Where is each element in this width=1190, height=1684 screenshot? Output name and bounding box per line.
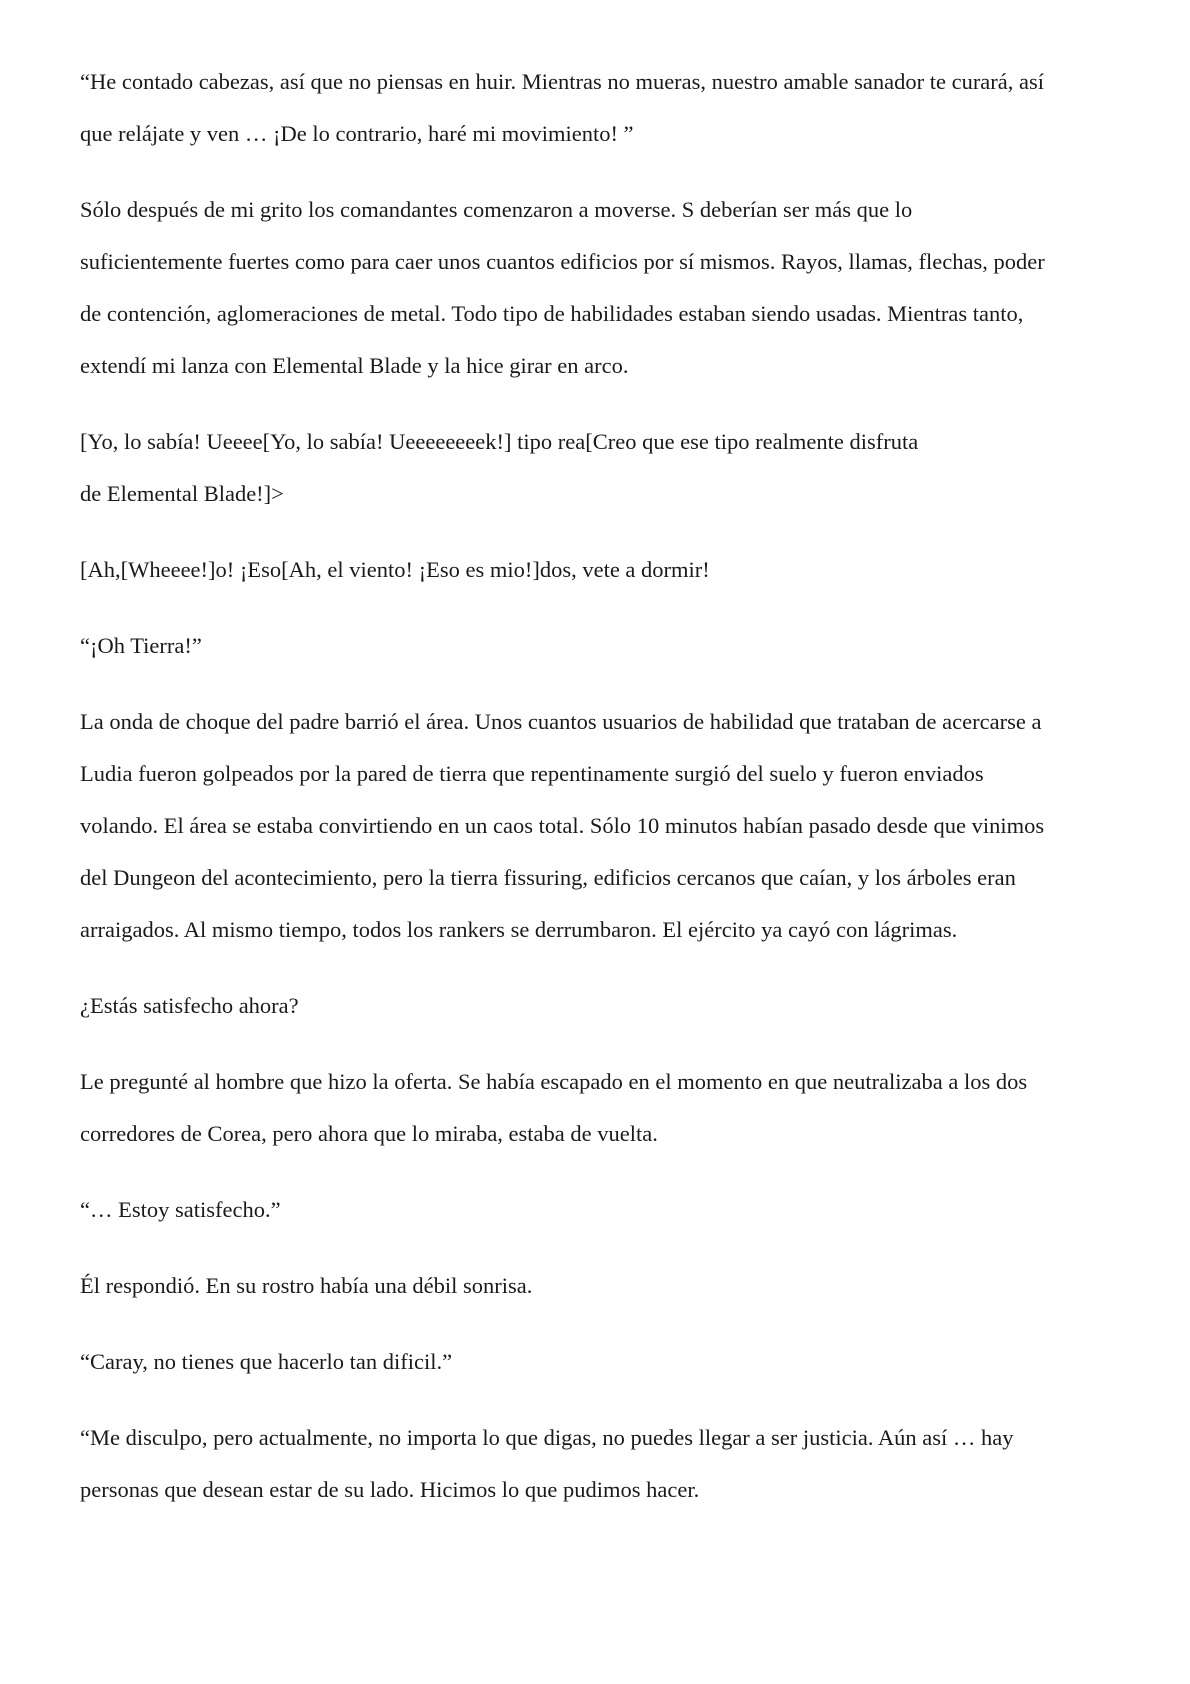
text-line: [Ah,[Wheeee!]o! ¡Eso[Ah, el viento! ¡Eso es mio!]dos, vete a dormir! [80,557,710,582]
text-line: arraigados. Al mismo tiempo, todos los rankers se derrumbaron. El ejército ya cayó con lágrimas. [80,917,958,942]
paragraph [80,1412,1120,1516]
text-line: personas que desean estar de su lado. Hicimos lo que pudimos hacer. [80,1477,700,1502]
document-page [80,56,1120,1540]
paragraph [80,544,1120,596]
text-line: del Dungeon del acontecimiento, pero la tierra fissuring, edificios cercanos que caían, y los árboles eran [80,865,1016,890]
paragraph [80,184,1120,392]
text-line: extendí mi lanza con Elemental Blade y la hice girar en arco. [80,353,629,378]
paragraph [80,1336,1120,1388]
paragraph [80,1260,1120,1312]
text-line: suficientemente fuertes como para caer unos cuantos edificios por sí mismos. Rayos, llamas, flechas, poder [80,249,1045,274]
paragraph [80,980,1120,1032]
text-line: Le pregunté al hombre que hizo la oferta. Se había escapado en el momento en que neutralizaba a los dos [80,1069,1028,1094]
text-line: “¡Oh Tierra!” [80,633,202,658]
text-line: Ludia fueron golpeados por la pared de tierra que repentinamente surgió del suelo y fueron enviados [80,761,984,786]
text-line: Sólo después de mi grito los comandantes comenzaron a moverse. S deberían ser más que lo [80,197,913,222]
text-line: Él respondió. En su rostro había una débil sonrisa. [80,1273,533,1298]
text-line: La onda de choque del padre barrió el área. Unos cuantos usuarios de habilidad que trataban de acercarse a [80,709,1042,734]
paragraph [80,620,1120,672]
text-line: “He contado cabezas, así que no piensas en huir. Mientras no mueras, nuestro amable sanador te curará, así [80,69,1045,94]
text-line: corredores de Corea, pero ahora que lo miraba, estaba de vuelta. [80,1121,658,1146]
text-line: [Yo, lo sabía! Ueeee[Yo, lo sabía! Ueeeeeeeek!] tipo rea[Creo que ese tipo realmente disfruta [80,429,919,454]
text-line: “Caray, no tienes que hacerlo tan dificil.” [80,1349,453,1374]
text-line: de Elemental Blade!]> [80,481,284,506]
text-line: que relájate y ven … ¡De lo contrario, haré mi movimiento! ” [80,121,634,146]
paragraph [80,696,1120,956]
paragraph [80,56,1120,160]
paragraph [80,1184,1120,1236]
paragraph [80,416,1120,520]
paragraph [80,1056,1120,1160]
text-line: de contención, aglomeraciones de metal. Todo tipo de habilidades estaban siendo usadas. Mientras tanto, [80,301,1024,326]
text-line: “… Estoy satisfecho.” [80,1197,281,1222]
text-line: “Me disculpo, pero actualmente, no importa lo que digas, no puedes llegar a ser justicia. Aún así … hay [80,1425,1014,1450]
text-line: volando. El área se estaba convirtiendo en un caos total. Sólo 10 minutos habían pasado desde que vinimos [80,813,1045,838]
text-line: ¿Estás satisfecho ahora? [80,993,299,1018]
